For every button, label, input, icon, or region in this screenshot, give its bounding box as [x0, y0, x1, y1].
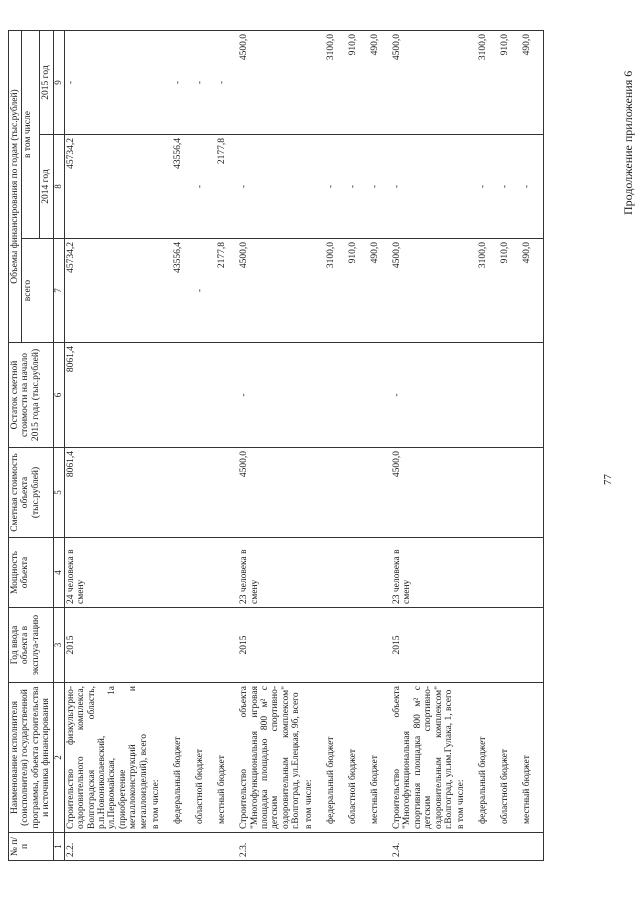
row-label: областной бюджет — [194, 683, 216, 833]
row-2014: - — [325, 135, 347, 239]
row-rest: 8061,4 — [64, 343, 150, 448]
row-2015: 490,0 — [521, 31, 544, 135]
row-2014: 2177,8 — [216, 135, 238, 239]
row-year: 2015 — [238, 608, 303, 683]
colnum: 9 — [53, 31, 64, 135]
row-label: в том числе: — [150, 683, 172, 833]
row-capacity: 24 человека в смену — [64, 538, 150, 608]
header-funding: Объемы финансирования по годам (тыс.рублей) — [9, 31, 22, 343]
table-row — [172, 31, 194, 861]
row-label: федеральный бюджет — [477, 683, 499, 833]
row-2014: - — [477, 135, 499, 239]
row-2014: - — [194, 135, 216, 239]
table-row — [325, 31, 347, 861]
colnum: 8 — [53, 135, 64, 239]
colnum: 4 — [53, 538, 64, 608]
table-row — [238, 31, 303, 861]
row-rest: - — [238, 343, 303, 448]
colnum: 5 — [53, 448, 64, 538]
table-row — [150, 31, 172, 861]
row-2015: - — [194, 31, 216, 135]
row-2014: - — [369, 135, 391, 239]
row-cost: 4500,0 — [391, 448, 456, 538]
table-row — [477, 31, 499, 861]
row-label: областной бюджет — [499, 683, 521, 833]
header-2015: 2015 год — [40, 31, 53, 135]
row-total: 4500,0 — [391, 239, 456, 343]
colnum: 6 — [53, 343, 64, 448]
row-year: 2015 — [64, 608, 150, 683]
row-2014: - — [238, 135, 303, 239]
row-2014: - — [499, 135, 521, 239]
header-rest: Остаток сметной стоимости на начало 2015 года (тыс.рублей) — [9, 343, 54, 448]
row-total: 490,0 — [369, 239, 391, 343]
row-2014: 45734,2 — [64, 135, 150, 239]
row-name: Строительство объекта "Многофункциональная игровая площадка площадью 800 м² с детским спортивно-оздоровительным комплексом" г.Волгоград, ул.Елецкая, 9б, всего — [238, 683, 303, 833]
row-2015: - — [64, 31, 150, 135]
row-label: областной бюджет — [347, 683, 369, 833]
header-name: Наименование исполнителя (соисполнителя) государственной программы, объекта строительства и источника финансирования — [9, 683, 54, 833]
row-2014: 43556,4 — [172, 135, 194, 239]
row-2015: 4500,0 — [238, 31, 303, 135]
row-total: 2177,8 — [216, 239, 238, 343]
table-row — [64, 31, 150, 861]
colnum: 3 — [53, 608, 64, 683]
row-total: 3100,0 — [325, 239, 347, 343]
row-total: 490,0 — [521, 239, 544, 343]
row-2014: - — [521, 135, 544, 239]
row-num: 2.4. — [391, 833, 456, 861]
row-total: 910,0 — [499, 239, 521, 343]
colnum: 7 — [53, 239, 64, 343]
colnum: 2 — [53, 683, 64, 833]
header-num: № п/п — [9, 833, 54, 861]
row-2015: 910,0 — [347, 31, 369, 135]
row-2014: - — [391, 135, 456, 239]
row-cost: 8061,4 — [64, 448, 150, 538]
table-row — [216, 31, 238, 861]
row-cost: 4500,0 — [238, 448, 303, 538]
table-row — [455, 31, 477, 861]
table-row — [499, 31, 521, 861]
table-row — [391, 31, 456, 861]
row-total: 45734,2 — [64, 239, 150, 343]
row-total: 4500,0 — [238, 239, 303, 343]
row-2015: - — [216, 31, 238, 135]
header-year: Год ввода объекта в эксплуа-тацию — [9, 608, 54, 683]
row-label: местный бюджет — [521, 683, 544, 833]
row-2014: - — [347, 135, 369, 239]
row-2015: 3100,0 — [477, 31, 499, 135]
header-2014: 2014 год — [40, 135, 53, 239]
header-total: всего — [22, 239, 53, 343]
row-total: - — [194, 239, 216, 343]
colnum: 1 — [53, 833, 64, 861]
row-total: 910,0 — [347, 239, 369, 343]
header-cost: Сметная стоимость объекта (тыс.рублей) — [9, 448, 54, 538]
row-label: местный бюджет — [216, 683, 238, 833]
row-label: федеральный бюджет — [172, 683, 194, 833]
row-label: в том числе: — [455, 683, 477, 833]
row-2015: - — [172, 31, 194, 135]
row-label: в том числе: — [303, 683, 325, 833]
row-name: Строительство физкультурно-оздоровительного комплекса, Волгоградская область, р.п.Новониколаевский, ул.Первомайская, 1а (приобретение металлоконструкций и металлоизделий), всего — [64, 683, 150, 833]
table-row — [347, 31, 369, 861]
row-2015: 3100,0 — [325, 31, 347, 135]
table-row — [369, 31, 391, 861]
page-number: 77 — [602, 474, 614, 485]
appendix-title: Продолжение приложения 6 — [621, 70, 635, 215]
table-row — [194, 31, 216, 861]
row-year: 2015 — [391, 608, 456, 683]
row-2015: 4500,0 — [391, 31, 456, 135]
funding-table — [8, 30, 544, 861]
row-num: 2.3. — [238, 833, 303, 861]
row-rest: - — [391, 343, 456, 448]
row-2015: 490,0 — [369, 31, 391, 135]
row-num: 2.2. — [64, 833, 150, 861]
row-label: федеральный бюджет — [325, 683, 347, 833]
row-capacity: 23 человека в смену — [238, 538, 303, 608]
row-total: 3100,0 — [477, 239, 499, 343]
table-row — [521, 31, 544, 861]
row-total: 43556,4 — [172, 239, 194, 343]
row-label: местный бюджет — [369, 683, 391, 833]
header-incl: в том числе — [22, 31, 40, 239]
table-row — [303, 31, 325, 861]
row-2015: 910,0 — [499, 31, 521, 135]
row-capacity: 23 человека в смену — [391, 538, 456, 608]
header-capacity: Мощность объекта — [9, 538, 54, 608]
row-name: Строительство объекта "Многофункциональная спортивная площадка 800 м² с детским спортивно-оздоровительным комплексом" г.Волгоград, ул.им.Гулака, 1, всего — [391, 683, 456, 833]
